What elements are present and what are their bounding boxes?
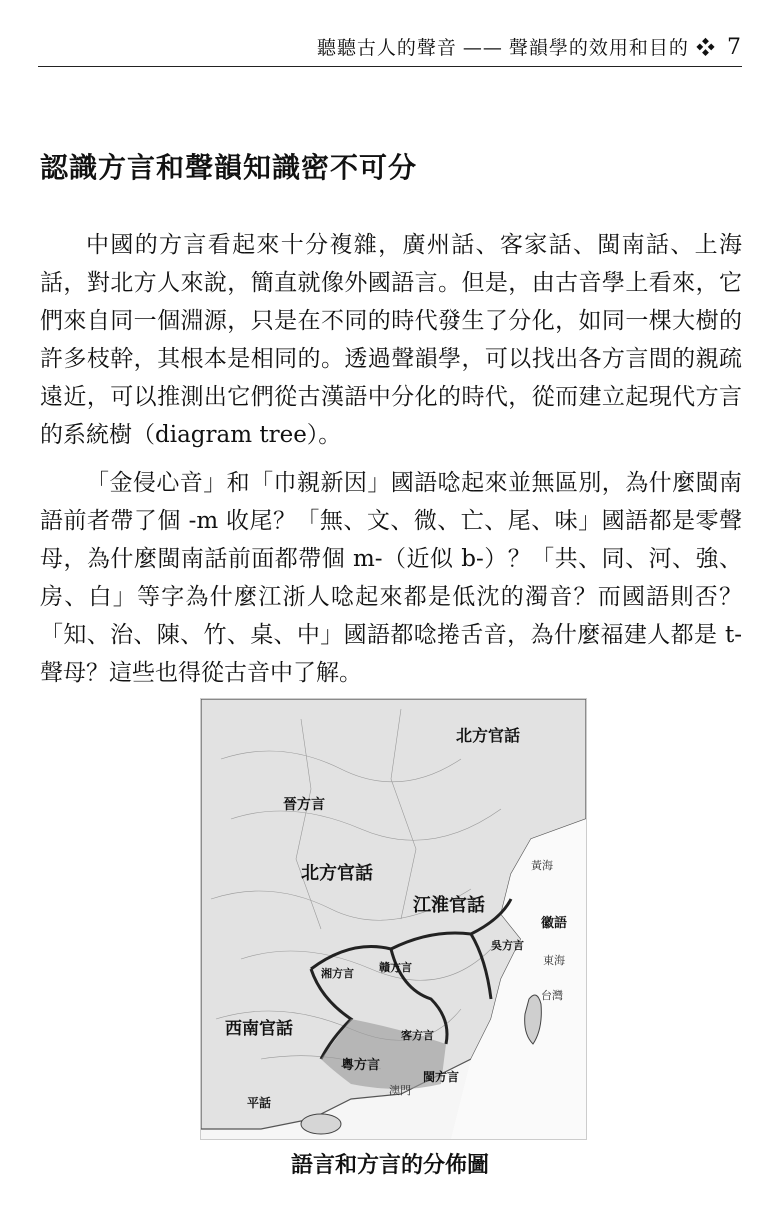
label-gan: 贛方言 xyxy=(379,961,412,974)
section-title: 認識方言和聲韻知識密不可分 xyxy=(40,151,418,184)
book-title: 聽聽古人的聲音 xyxy=(316,37,457,59)
label-jin: 晉方言 xyxy=(283,797,325,813)
dialect-map xyxy=(201,699,586,1139)
body-text xyxy=(40,226,742,702)
label-taiwan: 台灣 xyxy=(541,989,563,1002)
label-sea-yellow: 黃海 xyxy=(531,859,553,872)
label-north: 北方官話 xyxy=(456,726,521,745)
label-xiang: 湘方言 xyxy=(321,967,354,980)
label-southwest: 西南官話 xyxy=(225,1019,293,1039)
label-wu: 吳方言 xyxy=(491,939,524,952)
hainan-island xyxy=(301,1114,341,1134)
label-yue: 粵方言 xyxy=(341,1058,381,1073)
page-number: 7 xyxy=(727,35,742,60)
dialect-map-figure xyxy=(200,698,587,1140)
ornament-icon: ❖ xyxy=(695,37,716,59)
paragraph-2: 「金侵心音」和「巾親新因」國語唸起來並無區別，為什麼閩南語前者帶了個 -m 收尾？「無、文、微、亡、尾、味」國語都是零聲母，為什麼閩南話前面都帶個 m-（近似 b-）？「共、同、河、強、房、白」等字為什麼江浙人唸起來都是低沈的濁音？而國語則否？「知、治、陳、竹、桌、中」國語都唸捲舌音，為什麼福建人都是 t-聲母？這些也得從古音中了解。 xyxy=(40,470,742,686)
figure-caption: 語言和方言的分佈圖 xyxy=(290,1153,489,1178)
label-jianghuai: 江淮官話 xyxy=(413,895,485,916)
label-macau: 澳門 xyxy=(389,1084,411,1097)
label-ping: 平話 xyxy=(247,1096,272,1110)
label-hui: 徽語 xyxy=(541,916,568,931)
chapter-title: 聲韻學的效用和目的 xyxy=(508,37,689,59)
paragraph-1: 中國的方言看起來十分複雜，廣州話、客家話、閩南話、上海話，對北方人來說，簡直就像外國語言。但是，由古音學上看來，它們來自同一個淵源，只是在不同的時代發生了分化，如同一棵大樹的許多枝幹，其根本是相同的。透過聲韻學，可以找出各方言間的親疏遠近，可以推測出它們從古漢語中分化的時代，從而建立起現代方言的系統樹（diagram tree）。 xyxy=(40,232,742,448)
label-sea-east: 東海 xyxy=(543,954,565,967)
running-header xyxy=(38,34,742,67)
label-north-center: 北方官話 xyxy=(301,863,373,884)
title-dash: —— xyxy=(462,37,503,59)
label-hakka: 客方言 xyxy=(401,1029,434,1042)
label-min: 閩方言 xyxy=(423,1070,460,1084)
